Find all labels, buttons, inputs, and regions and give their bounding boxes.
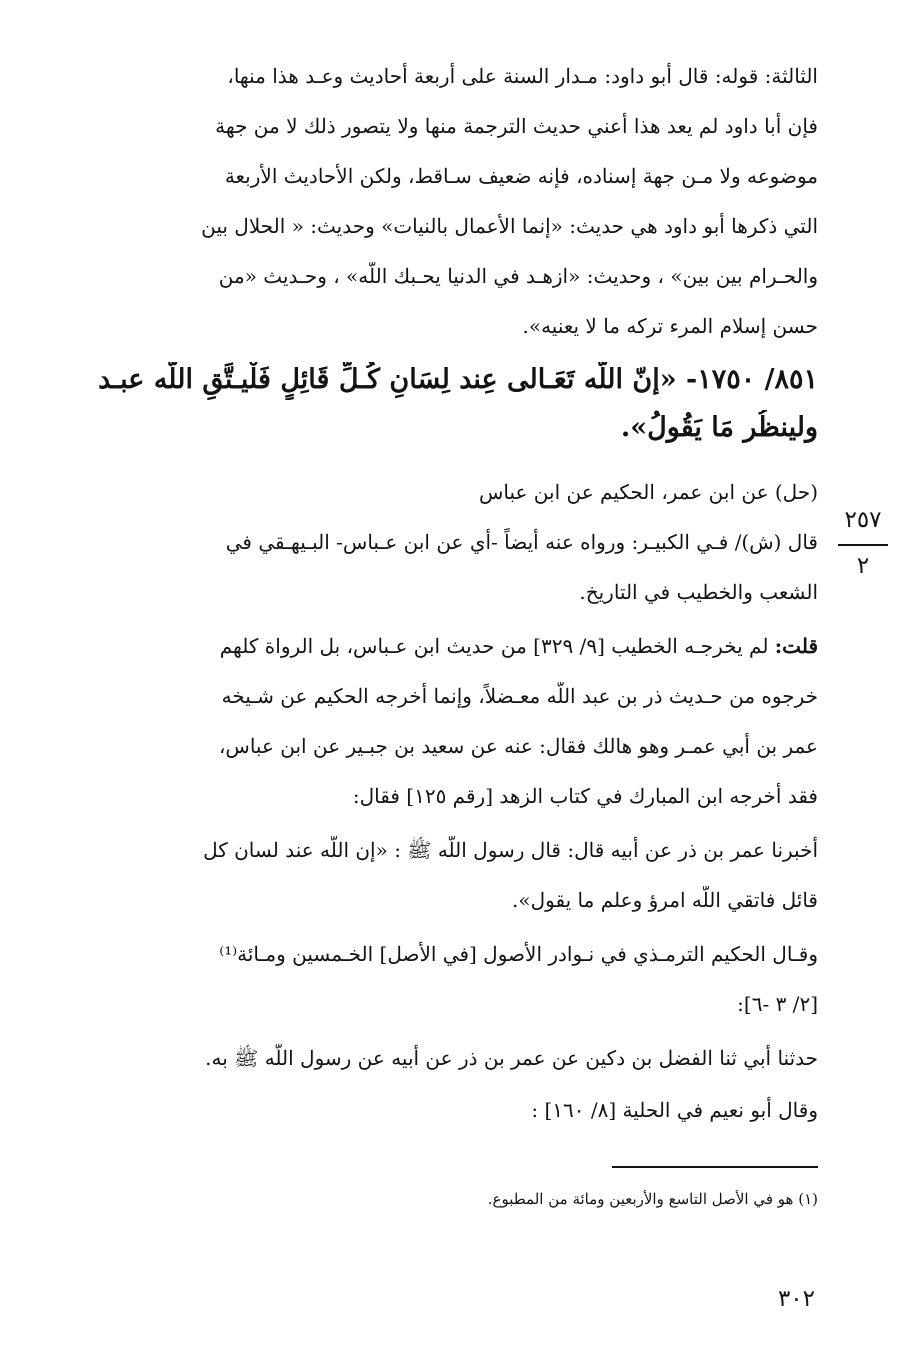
text-line: والحـرام بين بين» ، وحديث: «ازهـد في الدنيا يحـبك اللّه» ، وحـديث «من	[218, 264, 818, 288]
text-line: قال (ش)/ فـي الكبيـر: ورواه عنه أيضاً -أي عن ابن عـباس- البـيهـقي في	[225, 530, 818, 554]
text-line: أخبرنا عمر بن ذر عن أبيه قال: قال رسول اللّه ﷺ : «إن اللّه عند لسان كل	[203, 838, 818, 862]
text-line: حسن إسلام المرء تركه ما لا يعنيه».	[522, 314, 818, 338]
text-line: موضوعه ولا مـن جهة إسناده، فإنه ضعيف سـاقط، ولكن الأحاديث الأربعة	[224, 164, 818, 188]
hadith-line: ٨٥١/ ١٧٥٠- «إنّ اللّه تَعَـالى عِند لِسَانِ كُـلِّ قَائِلٍ فَلْيـتَّقِ اللّه عبـد	[98, 364, 818, 395]
hadith-source: (حل) عن ابن عمر، الحكيم عن ابن عباس	[478, 480, 818, 504]
footnote: (١) هو في الأصل التاسع والأربعين ومائة من المطبوع.	[487, 1190, 818, 1208]
text-line: الثالثة: قوله: قال أبو داود: مـدار السنة على أربعة أحاديث وعـد هذا منها،	[227, 64, 818, 88]
text-line: فإن أبا داود لم يعد هذا أعني حديث الترجمة منها ولا يتصور ذلك لا من جهة	[215, 114, 818, 138]
text-line: عمر بن أبي عمـر وهو هالك فقال: عنه عن سعيد بن جبـير عن ابن عباس،	[218, 734, 818, 758]
footnote-divider	[612, 1166, 818, 1168]
text-line: وقال أبو نعيم في الحلية [٨/ ١٦٠] :	[531, 1098, 818, 1122]
text-run: لم يخرجـه الخطيب [٩/ ٣٢٩] من حديث ابن عـباس، بل الرواة كلهم	[219, 634, 775, 658]
qultu-lead: قلت:	[774, 634, 818, 658]
text-line: الشعب والخطيب في التاريخ.	[579, 580, 818, 604]
text-line: [٢/ ٣ -٦]:	[737, 992, 818, 1016]
text-line: التي ذكرها أبو داود هي حديث: «إنما الأعمال بالنيات» وحديث: « الحلال بين	[201, 214, 818, 238]
margin-reference-bottom: ٢	[856, 553, 870, 579]
text-line: خرجوه من حـديث ذر بن عبد اللّه معـضلاً، وإنما أخرجه الحكيم عن شـيخه	[221, 684, 818, 708]
margin-reference-top: ٢٥٧	[844, 507, 882, 533]
text-line: فقد أخرجه ابن المبارك في كتاب الزهد [رقم ١٢٥] فقال:	[352, 784, 818, 808]
text-line	[98, 632, 818, 660]
text-line: حدثنا أبي ثنا الفضل بن دكين عن عمر بن ذر عن أبيه عن رسول اللّه ﷺ به.	[205, 1046, 818, 1070]
text-line: وقـال الحكيم الترمـذي في نـوادر الأصول [في الأصل] الخـمسين ومـائة⁽¹⁾	[219, 942, 818, 966]
page-number: ٣٠٢	[777, 1286, 815, 1312]
text-line: قائل فاتقي اللّه امرؤ وعلم ما يقول».	[512, 888, 818, 912]
hadith-line: ولينظُر مَا يَقُولُ».	[620, 412, 818, 443]
margin-divider	[838, 544, 888, 546]
